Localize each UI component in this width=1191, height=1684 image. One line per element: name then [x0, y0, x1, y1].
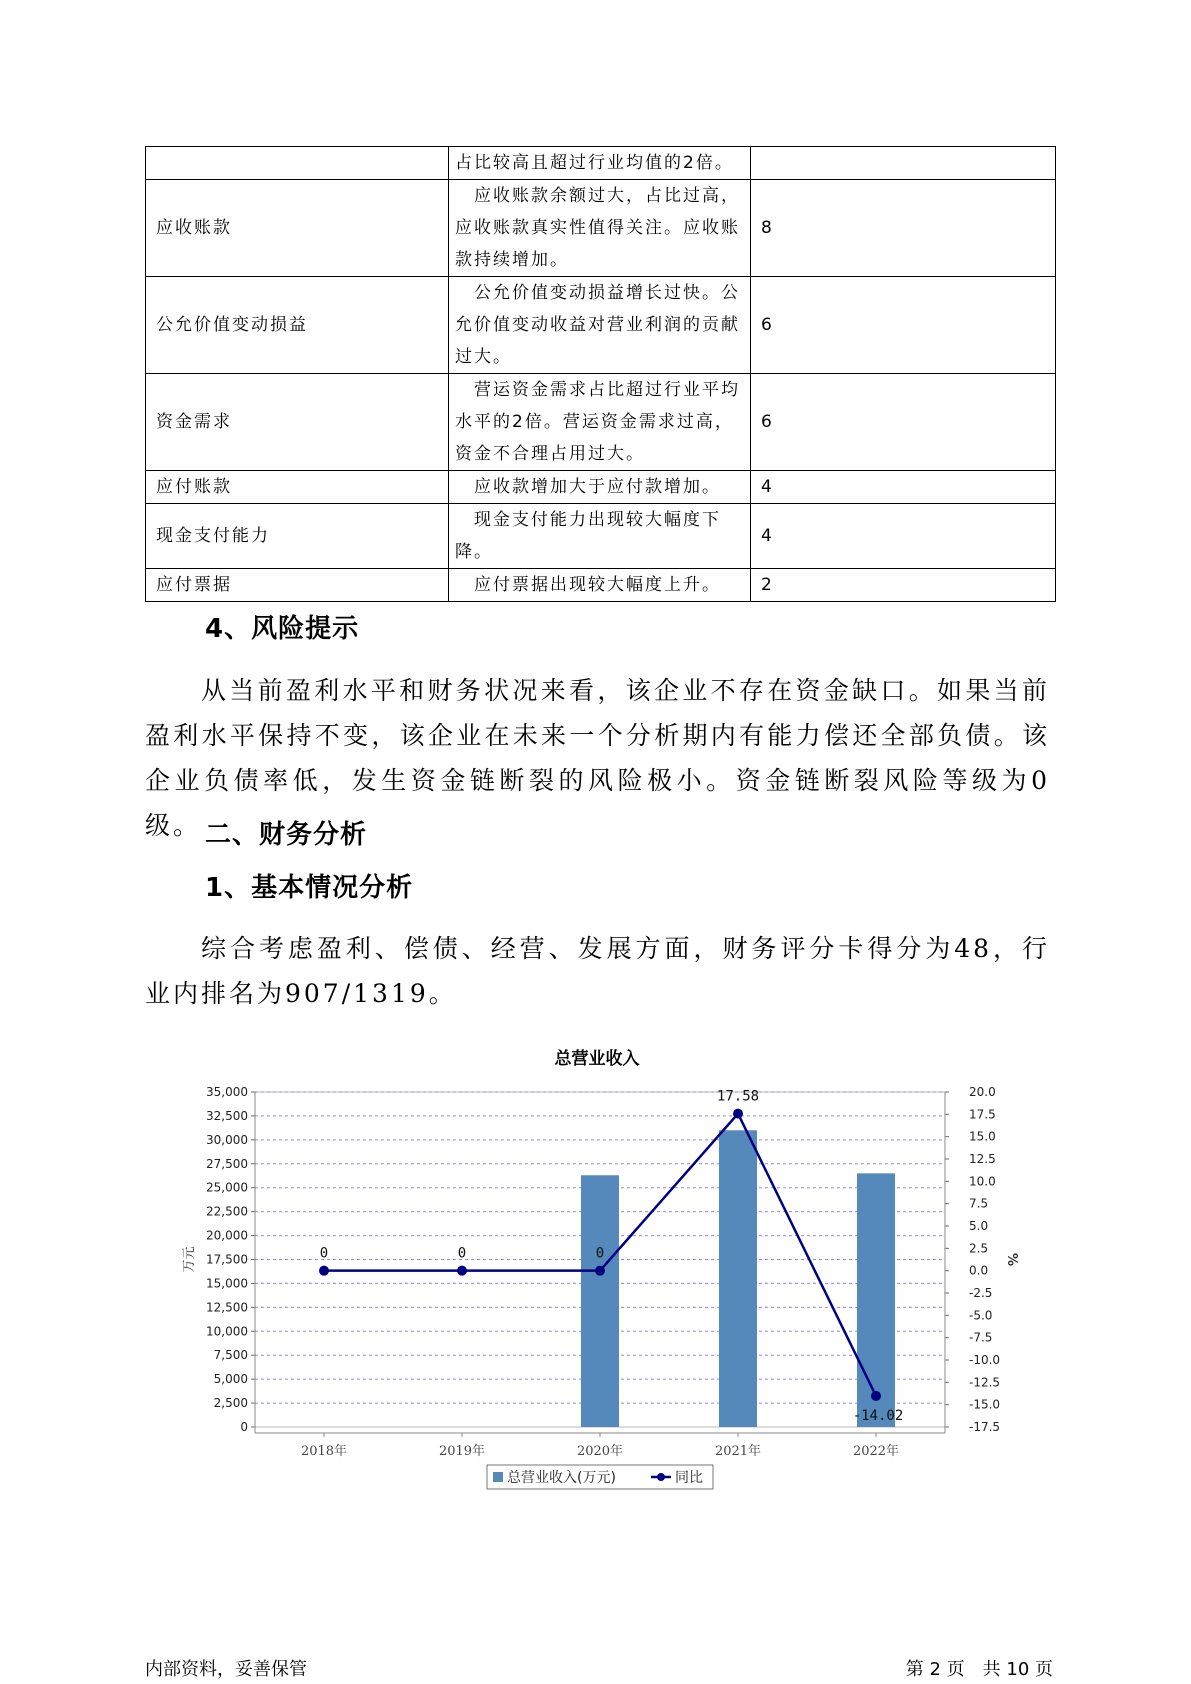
data-label: 0: [595, 1245, 605, 1262]
y2-tick-label: -15.0: [969, 1397, 1001, 1412]
legend-line-label: 同比: [675, 1470, 703, 1486]
risk-item-cell: 应付票据: [146, 569, 449, 602]
y2-tick-label: 2.5: [969, 1241, 989, 1256]
table-row: [146, 277, 1056, 374]
risk-heading: 4、风险提示: [205, 614, 360, 644]
risk-score-cell: 4: [751, 471, 1056, 504]
y-tick-label: 30,000: [206, 1132, 248, 1147]
risk-paragraph: 从当前盈利水平和财务状况来看，该企业不存在资金缺口。如果当前盈利水平保持不变，该企业在未来一个分析期内有能力偿还全部负债。该企业负债率低，发生资金链断裂的风险极小。资金链断裂风险等级为0级。: [145, 676, 1050, 840]
x-tick-label: 2022年: [852, 1444, 900, 1459]
risk-desc-cell: 现金支付能力出现较大幅度下降。: [449, 504, 751, 569]
chart-legend: [487, 1465, 713, 1489]
basic-heading: 1、基本情况分析: [205, 873, 414, 903]
risk-desc-cell: 应收款增加大于应付款增加。: [449, 471, 751, 504]
y-tick-label: 32,500: [206, 1108, 248, 1123]
y2-axis-label: %: [1004, 1252, 1019, 1267]
y-tick-label: 0: [240, 1420, 248, 1434]
bar: [857, 1173, 895, 1427]
bar: [719, 1130, 757, 1427]
table-row: [146, 569, 1056, 602]
y-tick-label: 10,000: [206, 1324, 248, 1339]
x-tick-label: 2021年: [714, 1444, 762, 1459]
risk-desc-cell: 营运资金需求占比超过行业平均水平的2倍。营运资金需求过高，资金不合理占用过大。: [449, 374, 751, 471]
y2-tick-label: 7.5: [969, 1196, 989, 1211]
table-row: [146, 374, 1056, 471]
data-label: -14.02: [852, 1407, 904, 1424]
risk-score-cell: 2: [751, 569, 1056, 602]
x-tick-label: 2019年: [438, 1444, 486, 1459]
yoy-point: [595, 1266, 605, 1276]
risk-item-cell: 资金需求: [146, 374, 449, 471]
y2-tick-label: -12.5: [969, 1375, 1001, 1390]
legend-line-marker: [657, 1473, 665, 1481]
risk-table-body: [146, 147, 1056, 602]
y-tick-label: 25,000: [206, 1180, 248, 1195]
yoy-point: [457, 1266, 467, 1276]
basic-paragraph: 综合考虑盈利、偿债、经营、发展方面，财务评分卡得分为48，行业内排名为907/1319。: [145, 934, 1050, 1008]
data-label: 0: [457, 1245, 467, 1262]
risk-score-cell: 6: [751, 374, 1056, 471]
risk-item-cell: 应付账款: [146, 471, 449, 504]
y2-tick-label: 17.5: [969, 1107, 996, 1122]
x-tick-label: 2020年: [576, 1444, 624, 1459]
table-row: [146, 471, 1056, 504]
y2-tick-label: 12.5: [969, 1152, 996, 1166]
table-row: [146, 504, 1056, 569]
y-tick-label: 15,000: [206, 1276, 248, 1291]
risk-desc-cell: 占比较高且超过行业均值的2倍。: [449, 147, 751, 180]
y-tick-label: 2,500: [213, 1396, 248, 1411]
yoy-point: [733, 1109, 743, 1119]
risk-desc-cell: 应付票据出现较大幅度上升。: [449, 569, 751, 602]
yoy-point: [319, 1266, 329, 1276]
data-label: 17.58: [716, 1088, 760, 1105]
table-row: [146, 180, 1056, 277]
y2-tick-label: -5.0: [969, 1308, 993, 1323]
y-tick-label: 27,500: [206, 1156, 248, 1171]
finance-heading: 二、财务分析: [205, 820, 368, 850]
data-label: 0: [319, 1245, 329, 1262]
legend-bar-swatch: [493, 1472, 503, 1482]
x-tick-label: 2018年: [300, 1444, 348, 1459]
risk-item-cell: [146, 147, 449, 180]
y2-tick-label: 15.0: [969, 1129, 996, 1144]
risk-desc-cell: 应收账款余额过大，占比过高，应收账款真实性值得关注。应收账款持续增加。: [449, 180, 751, 277]
risk-score-cell: [751, 147, 1056, 180]
y-tick-label: 20,000: [206, 1228, 248, 1243]
y2-tick-label: 10.0: [969, 1174, 996, 1189]
risk-item-cell: 公允价值变动损益: [146, 277, 449, 374]
risk-score-cell: 8: [751, 180, 1056, 277]
risk-table: [145, 146, 1056, 602]
yoy-point: [871, 1391, 881, 1401]
y2-tick-label: -7.5: [969, 1330, 993, 1345]
risk-item-cell: 应收账款: [146, 180, 449, 277]
risk-desc-cell: 公允价值变动损益增长过快。公允价值变动收益对营业利润的贡献过大。: [449, 277, 751, 374]
y-tick-label: 12,500: [206, 1300, 248, 1315]
y-tick-label: 5,000: [213, 1372, 248, 1387]
table-row: [146, 147, 1056, 180]
y-tick-label: 22,500: [206, 1204, 248, 1219]
y2-tick-label: 0.0: [969, 1263, 989, 1278]
risk-score-cell: 6: [751, 277, 1056, 374]
bar: [581, 1175, 619, 1427]
footer-page: 第 2 页 共 10 页: [905, 1659, 1053, 1680]
revenue-chart: [0, 1040, 1191, 1520]
chart-title: 总营业收入: [554, 1049, 640, 1069]
y2-tick-label: -17.5: [969, 1420, 1001, 1434]
y2-tick-label: 20.0: [969, 1085, 996, 1099]
footer-left: 内部资料，妥善保管: [145, 1659, 307, 1680]
y-tick-label: 7,500: [213, 1348, 248, 1363]
y-tick-label: 17,500: [206, 1252, 248, 1267]
y-tick-label: 35,000: [206, 1085, 248, 1099]
risk-score-cell: 4: [751, 504, 1056, 569]
y2-tick-label: -10.0: [969, 1353, 1001, 1367]
risk-item-cell: 现金支付能力: [146, 504, 449, 569]
y2-tick-label: 5.0: [969, 1219, 989, 1233]
legend-bar-label: 总营业收入(万元): [507, 1470, 616, 1486]
y-axis-label: 万元: [182, 1246, 197, 1273]
y2-tick-label: -2.5: [969, 1286, 993, 1300]
